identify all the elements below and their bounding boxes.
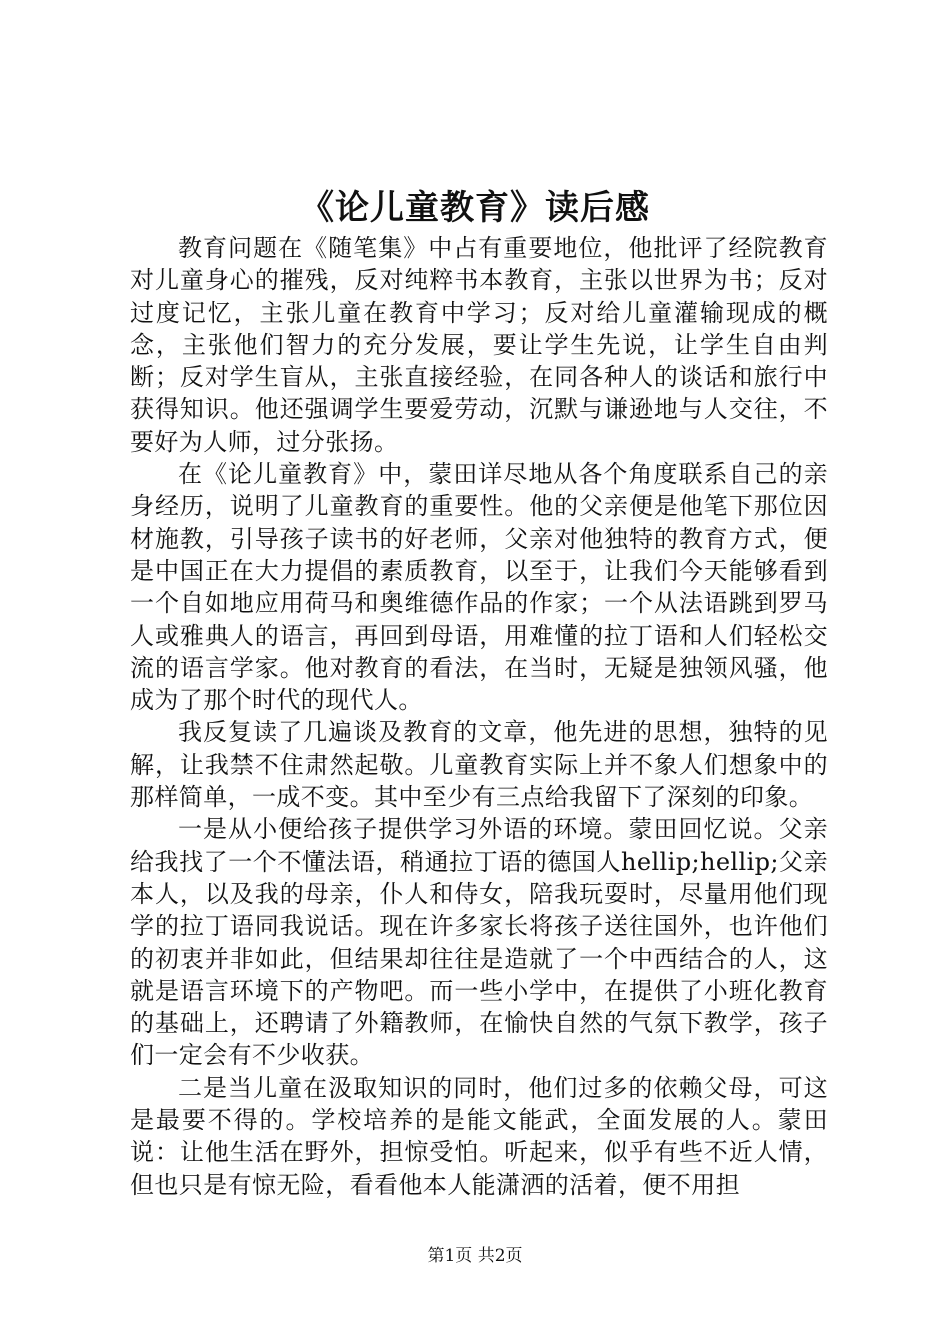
paragraph-5: 二是当儿童在汲取知识的同时，他们过多的依赖父母，可这是最要不得的。学校培养的是能文能武，全面发展的人。蒙田说：让他生活在野外，担惊受怕。听起来，似乎有些不近人情，但也只是有惊无险，看看他本人能潇洒的活着，便不用担 bbox=[130, 1073, 828, 1199]
paragraph-2: 在《论儿童教育》中，蒙田详尽地从各个角度联系自己的亲身经历，说明了儿童教育的重要性。他的父亲便是他笔下那位因材施教，引导孩子读书的好老师，父亲对他独特的教育方式，便是中国正在大力提倡的素质教育，以至于，让我们今天能够看到一个自如地应用荷马和奥维德作品的作家；一个从法语跳到罗马人或雅典人的语言，再回到母语，用难懂的拉丁语和人们轻松交流的语言学家。他对教育的看法，在当时，无疑是独领风骚，他成为了那个时代的现代人。 bbox=[130, 460, 828, 715]
paragraph-4: 一是从小便给孩子提供学习外语的环境。蒙田回忆说。父亲给我找了一个不懂法语，稍通拉丁语的德国人hellip;hellip;父亲本人，以及我的母亲，仆人和侍女，陪我玩耍时，尽量用他们现学的拉丁语同我说话。现在许多家长将孩子送往国外，也许他们的初衷并非如此，但结果却往往是造就了一个中西结合的人，这就是语言环境下的产物吧。而一些小学中，在提供了小班化教育的基础上，还聘请了外籍教师，在愉快自然的气氛下教学，孩子们一定会有不少收获。 bbox=[130, 815, 828, 1070]
document-title: 《论儿童教育》读后感 bbox=[300, 188, 650, 228]
document-body bbox=[130, 232, 828, 1199]
paragraph-1: 教育问题在《随笔集》中占有重要地位，他批评了经院教育对儿童身心的摧残，反对纯粹书本教育，主张以世界为书；反对过度记忆，主张儿童在教育中学习；反对给儿童灌输现成的概念，主张他们智力的充分发展，要让学生先说，让学生自由判断；反对学生盲从，主张直接经验，在同各种人的谈话和旅行中获得知识。他还强调学生要爱劳动，沉默与谦逊地与人交往，不要好为人师，过分张扬。 bbox=[130, 234, 828, 456]
page-number-footer: 第1页 共2页 bbox=[427, 1246, 523, 1266]
paragraph-3: 我反复读了几遍谈及教育的文章，他先进的思想，独特的见解，让我禁不住肃然起敬。儿童教育实际上并不象人们想象中的那样简单，一成不变。其中至少有三点给我留下了深刻的印象。 bbox=[130, 718, 828, 812]
